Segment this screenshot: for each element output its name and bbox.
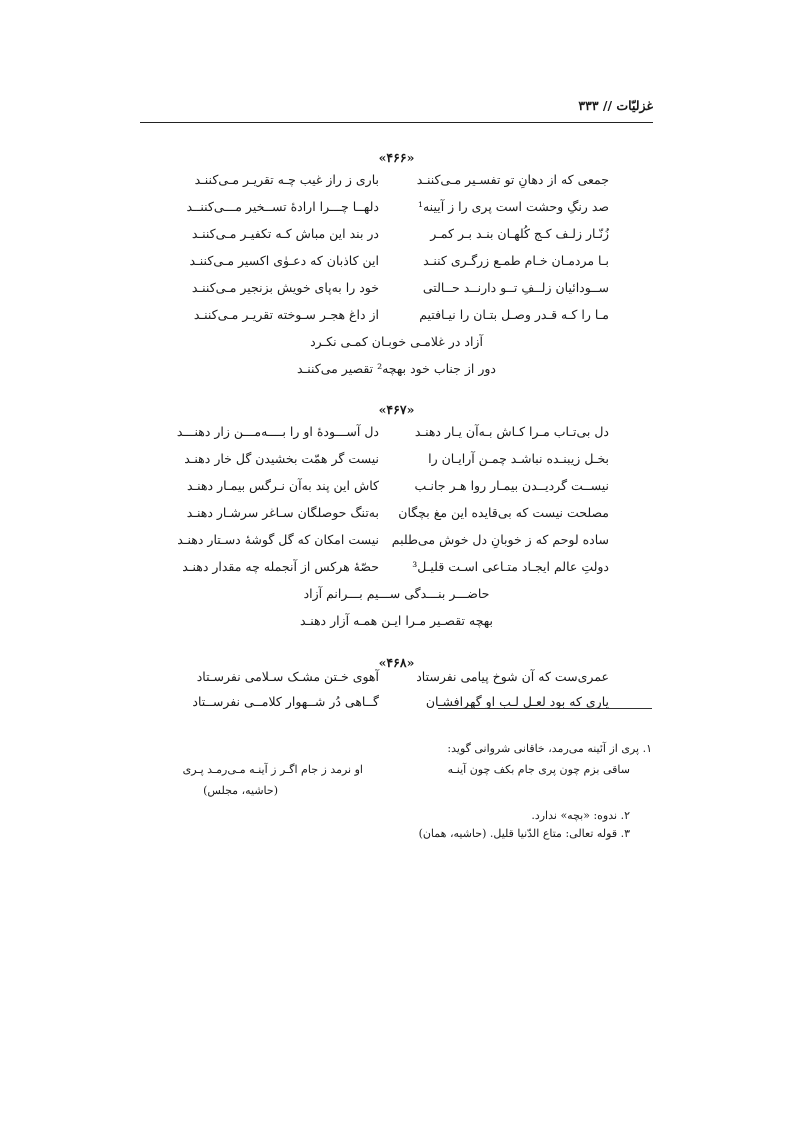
hemistich-right: عمری‌ست که آن شوخ پیامی نفرستاد bbox=[416, 669, 609, 684]
hemistich-left: کاش این پند به‌آن نـرگس بیمـار دهنـد bbox=[186, 478, 379, 493]
hemistich-right: ساده لوحم که ز خوبانِ دل خوش می‌طلبم bbox=[391, 532, 609, 547]
hemistich-left: به‌تنگ حوصلگان سـاغر سرشـار دهنـد bbox=[186, 505, 379, 520]
footnote-1-intro: ۱. پری از آئینه می‌رمد، خاقانی شروانی گوید: bbox=[447, 742, 652, 755]
footnote-1-verse-right: ساقی بزم چون پری جام بکف چون آینـه bbox=[447, 763, 630, 776]
hemistich-right: یاری که بود لعـل لـب او گهرافشـان bbox=[425, 694, 609, 709]
hemistich-left: در بند این مباش کـه تکفیـر مـی‌کننـد bbox=[191, 226, 379, 241]
hemistich-right: بـا مردمـان خـام طمـع زرگـری کننـد bbox=[423, 253, 609, 268]
footnote-3: ۳. قوله تعالی: متاع الدّنیا قلیل. (حاشیه، همان) bbox=[418, 827, 630, 840]
hemistich-left: نیست گر همّت بخشیدن گل خار دهنـد bbox=[184, 451, 379, 466]
footnote-2: ۲. ندوه: «بچه» ندارد. bbox=[531, 809, 630, 822]
hemistich-right: جمعی که از دهانِ تو تفسـیر مـی‌کننـد bbox=[416, 172, 609, 187]
hemistich-right: مـا را کـه قـدر وصـل بتـان را نیـافتیم bbox=[419, 307, 609, 322]
hemistich-right: دل بی‌تـاب مـرا کـاش بـه‌آن یـار دهنـد bbox=[414, 424, 609, 439]
poem-number: «۴۶۷» bbox=[378, 402, 415, 417]
closing-hemistich: بهچه تقصـیر مـرا ایـن همـه آزار دهنـد bbox=[299, 613, 494, 628]
hemistich-left: این کاذبان که دعـوٰی اکسیر مـی‌کننـد bbox=[189, 253, 379, 268]
hemistich-left: گــاهی دُر شــهوار کلامــی نفرســتاد bbox=[192, 694, 379, 709]
footnote-1-verse-left: او نرمد ز جام اگـر ز آینـه مـی‌رمـد پـری bbox=[182, 763, 363, 776]
running-header bbox=[140, 96, 653, 123]
footnote-1-source: (حاشیه، مجلس) bbox=[203, 784, 278, 797]
poem-number: «۴۶۶» bbox=[378, 150, 415, 165]
hemistich-right: بخـل زیبنـده نباشـد چمـن آرایـان را bbox=[428, 451, 609, 466]
hemistich-right: نیســت گردیــدن بیمـار روا هـر جانـب bbox=[414, 478, 609, 493]
hemistich-right: ســودائیان زلــفِ تــو دارنــد حــالتی bbox=[422, 280, 609, 295]
hemistich-left: آهوی خـتن مشـک سـلامی نفرسـتاد bbox=[196, 669, 379, 684]
hemistich-left: باری ز راز غیب چـه تقریـر مـی‌کننـد bbox=[194, 172, 379, 187]
hemistich-left: از داغ هجـر سـوخته تقریـر مـی‌کننـد bbox=[193, 307, 379, 322]
hemistich-left: حصّهٔ هرکس از آنجمله چه مقدار دهنـد bbox=[182, 559, 379, 574]
hemistich-right: دولتِ عالم ایجـاد متـاعی اسـت قلیـل³ bbox=[412, 559, 609, 574]
hemistich-left: خود را به‌پای خویش بزنجیر مـی‌کننـد bbox=[191, 280, 379, 295]
hemistich-right: مصلحت نیست که بی‌قایده این مغ بچگان bbox=[398, 505, 609, 520]
footnote-divider bbox=[438, 708, 652, 709]
closing-hemistich: دور از جناب خود بهچه² تقصیر می‌کننـد bbox=[297, 361, 496, 376]
hemistich-left: نیست امکان که گل گوشهٔ دسـتار دهنـد bbox=[177, 532, 379, 547]
header-title: غزلیّات // ۳۳۳ bbox=[578, 98, 653, 113]
hemistich-left: دل آســـودهٔ او را بــــه‌مـــن زار دهنـــد bbox=[176, 424, 379, 439]
hemistich-right: صد رنگِ وحشت است پری را ز آیینه¹ bbox=[417, 199, 609, 214]
hemistich-right: زُنّـار زلـف کـج کُلهـان بنـد بـر کمـر bbox=[430, 226, 609, 241]
poem-number: «۴۶۸» bbox=[378, 655, 415, 670]
closing-hemistich: حاضـــر بنـــدگی ســـیم بـــرانم آزاد bbox=[303, 586, 490, 601]
closing-hemistich: آزاد در غلامـی خوبـان کمـی نکـرد bbox=[310, 334, 483, 349]
hemistich-left: دلهــا چـــرا ارادهٔ تســخیر مـــی‌کننــد bbox=[186, 199, 379, 214]
